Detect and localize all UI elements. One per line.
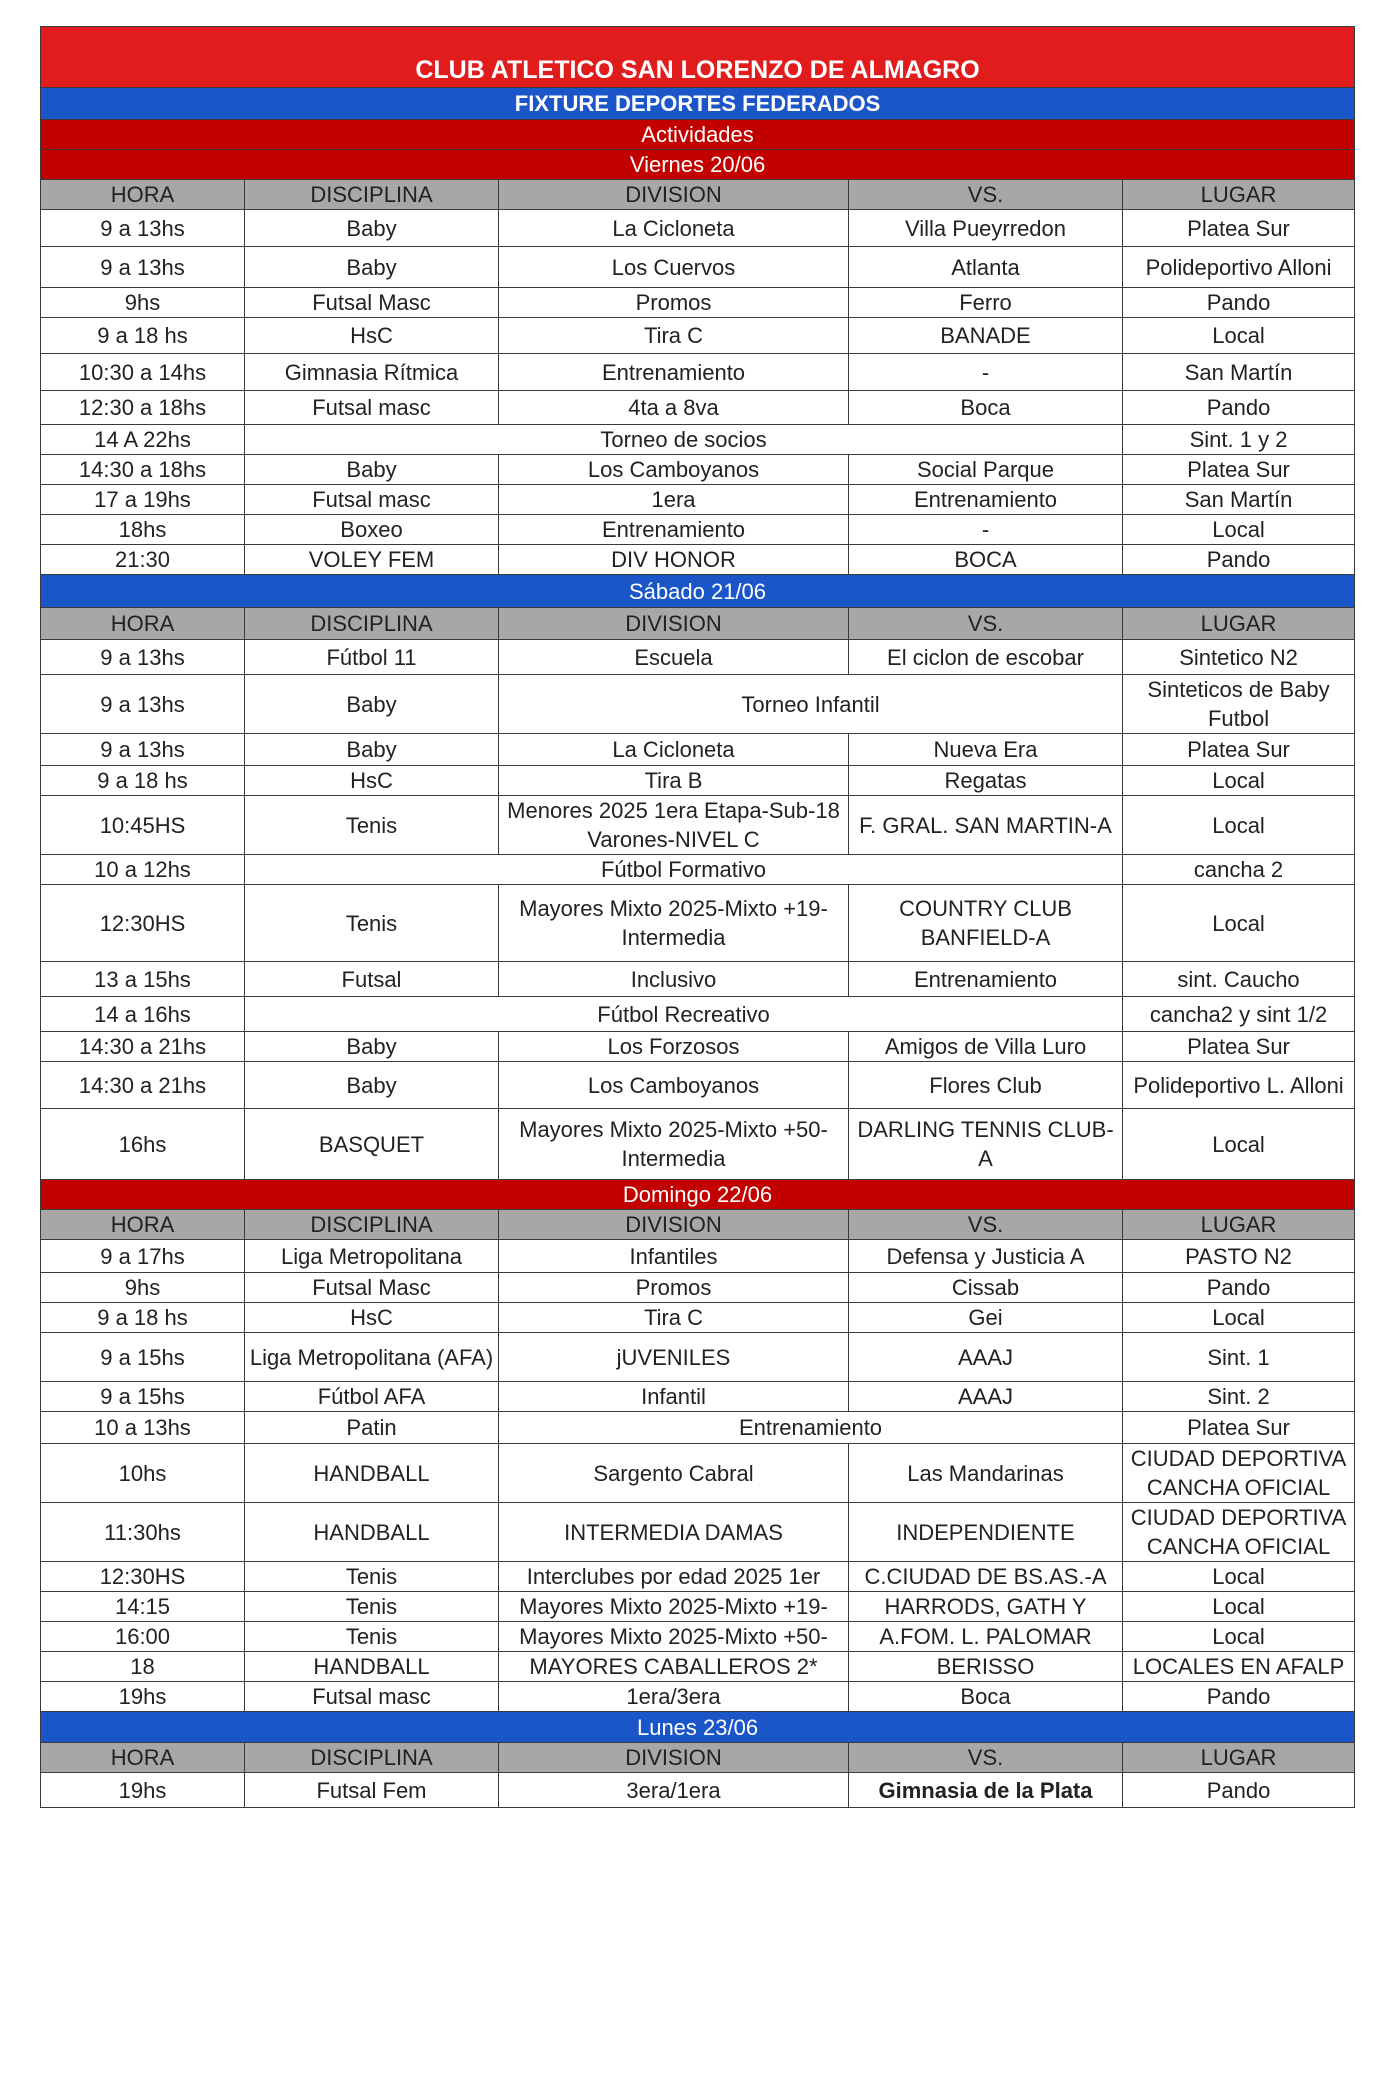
- column-header-division: DIVISION: [499, 608, 849, 640]
- cell-lugar: Platea Sur: [1123, 210, 1355, 247]
- column-header-division: DIVISION: [499, 180, 849, 210]
- cell-vs: Ferro: [849, 288, 1123, 318]
- day-row-domingo-22-06: [41, 1180, 1355, 1210]
- column-header-division: DIVISION: [499, 1743, 849, 1773]
- cell-vs: COUNTRY CLUB BANFIELD-A: [849, 885, 1123, 962]
- cell-lugar: Local: [1123, 885, 1355, 962]
- column-header-lugar: LUGAR: [1123, 1210, 1355, 1240]
- table-row: [41, 640, 1355, 675]
- column-header-disciplina: DISCIPLINA: [245, 1210, 499, 1240]
- club-title: CLUB ATLETICO SAN LORENZO DE ALMAGRO: [41, 27, 1355, 88]
- cell-lugar: San Martín: [1123, 354, 1355, 391]
- day-label: Sábado 21/06: [41, 575, 1355, 608]
- subtitle-row: [41, 88, 1355, 120]
- cell-vs: Boca: [849, 391, 1123, 425]
- column-header-hora: HORA: [41, 180, 245, 210]
- column-header-row: [41, 1743, 1355, 1773]
- cell-division: Menores 2025 1era Etapa-Sub-18 Varones-NIVEL C: [499, 796, 849, 855]
- cell-disciplina: Baby: [245, 247, 499, 288]
- cell-division: Mayores Mixto 2025-Mixto +19-Intermedia: [499, 885, 849, 962]
- cell-vs: BERISSO: [849, 1652, 1123, 1682]
- table-row: [41, 1333, 1355, 1382]
- cell-vs: Boca: [849, 1682, 1123, 1712]
- cell-lugar: Local: [1123, 1622, 1355, 1652]
- cell-hora: 10 a 12hs: [41, 855, 245, 885]
- cell-hora: 14:15: [41, 1592, 245, 1622]
- cell-disciplina: Tenis: [245, 885, 499, 962]
- column-header-hora: HORA: [41, 1210, 245, 1240]
- cell-disciplina: Futsal: [245, 962, 499, 997]
- cell-lugar: Platea Sur: [1123, 1032, 1355, 1062]
- column-header-lugar: LUGAR: [1123, 1743, 1355, 1773]
- cell-disciplina: Tenis: [245, 1562, 499, 1592]
- cell-disciplina: VOLEY FEM: [245, 545, 499, 575]
- cell-lugar: Sinteticos de Baby Futbol: [1123, 675, 1355, 734]
- cell-lugar: cancha2 y sint 1/2: [1123, 997, 1355, 1032]
- cell-disciplina: Baby: [245, 1032, 499, 1062]
- cell-lugar: Pando: [1123, 1682, 1355, 1712]
- cell-lugar: Local: [1123, 1109, 1355, 1180]
- cell-lugar: Pando: [1123, 545, 1355, 575]
- column-header-lugar: LUGAR: [1123, 608, 1355, 640]
- cell-division: 1era: [499, 485, 849, 515]
- cell-lugar: Pando: [1123, 1273, 1355, 1303]
- cell-disciplina: Baby: [245, 734, 499, 766]
- cell-hora: 12:30HS: [41, 885, 245, 962]
- cell-disciplina: HsC: [245, 1303, 499, 1333]
- column-header-disciplina: DISCIPLINA: [245, 608, 499, 640]
- column-header-row: [41, 180, 1355, 210]
- cell-hora: 14 a 16hs: [41, 997, 245, 1032]
- table-row: [41, 1382, 1355, 1412]
- cell-lugar: Local: [1123, 1562, 1355, 1592]
- cell-hora: 9hs: [41, 1273, 245, 1303]
- table-row: [41, 1303, 1355, 1333]
- table-row: [41, 885, 1355, 962]
- cell-division: Mayores Mixto 2025-Mixto +19-: [499, 1592, 849, 1622]
- cell-hora: 10 a 13hs: [41, 1412, 245, 1444]
- table-row: [41, 675, 1355, 734]
- cell-disciplina: Baby: [245, 210, 499, 247]
- table-row: [41, 734, 1355, 766]
- cell-division: Tira C: [499, 1303, 849, 1333]
- cell-vs: Entrenamiento: [849, 962, 1123, 997]
- cell-division: Sargento Cabral: [499, 1444, 849, 1503]
- table-row: [41, 354, 1355, 391]
- cell-division: 3era/1era: [499, 1773, 849, 1808]
- cell-lugar: Local: [1123, 318, 1355, 354]
- cell-disciplina: Futsal Masc: [245, 1273, 499, 1303]
- cell-lugar: Pando: [1123, 288, 1355, 318]
- cell-hora: 9 a 13hs: [41, 247, 245, 288]
- table-row: [41, 1652, 1355, 1682]
- cell-disciplina: Gimnasia Rítmica: [245, 354, 499, 391]
- cell-hora: 16:00: [41, 1622, 245, 1652]
- activities-row: [41, 120, 1355, 150]
- cell-division: Inclusivo: [499, 962, 849, 997]
- cell-disciplina: Futsal masc: [245, 391, 499, 425]
- cell-vs: Social Parque: [849, 455, 1123, 485]
- table-row: [41, 1592, 1355, 1622]
- cell-division: Interclubes por edad 2025 1er: [499, 1562, 849, 1592]
- cell-disciplina: Liga Metropolitana (AFA): [245, 1333, 499, 1382]
- table-row: [41, 391, 1355, 425]
- cell-division: Los Forzosos: [499, 1032, 849, 1062]
- cell-vs: AAAJ: [849, 1333, 1123, 1382]
- cell-division: 4ta a 8va: [499, 391, 849, 425]
- cell-division: Infantiles: [499, 1240, 849, 1273]
- cell-disciplina: Fútbol 11: [245, 640, 499, 675]
- cell-vs: C.CIUDAD DE BS.AS.-A: [849, 1562, 1123, 1592]
- table-row: [41, 855, 1355, 885]
- cell-vs: El ciclon de escobar: [849, 640, 1123, 675]
- cell-lugar: sint. Caucho: [1123, 962, 1355, 997]
- cell-vs: Entrenamiento: [849, 485, 1123, 515]
- column-header-row: [41, 608, 1355, 640]
- cell-division: Promos: [499, 1273, 849, 1303]
- cell-lugar: LOCALES EN AFALP: [1123, 1652, 1355, 1682]
- cell-lugar: Pando: [1123, 1773, 1355, 1808]
- cell-hora: 10hs: [41, 1444, 245, 1503]
- cell-vs: HARRODS, GATH Y: [849, 1592, 1123, 1622]
- table-row: [41, 796, 1355, 855]
- cell-hora: 18hs: [41, 515, 245, 545]
- cell-division-span: Torneo Infantil: [499, 675, 1123, 734]
- cell-hora: 9hs: [41, 288, 245, 318]
- cell-vs: Gei: [849, 1303, 1123, 1333]
- cell-lugar: Local: [1123, 1303, 1355, 1333]
- day-label: Viernes 20/06: [41, 150, 1355, 180]
- cell-lugar: Sint. 1 y 2: [1123, 425, 1355, 455]
- column-header-vs: VS.: [849, 608, 1123, 640]
- table-row: [41, 485, 1355, 515]
- cell-lugar: CIUDAD DEPORTIVA CANCHA OFICIAL: [1123, 1444, 1355, 1503]
- cell-disciplina: Baby: [245, 675, 499, 734]
- cell-activity-span: Torneo de socios: [245, 425, 1123, 455]
- cell-hora: 19hs: [41, 1773, 245, 1808]
- cell-disciplina: Fútbol AFA: [245, 1382, 499, 1412]
- table-row: [41, 997, 1355, 1032]
- cell-disciplina: Tenis: [245, 796, 499, 855]
- table-row: [41, 1062, 1355, 1109]
- table-row: [41, 545, 1355, 575]
- cell-disciplina: HANDBALL: [245, 1503, 499, 1562]
- cell-division: Los Cuervos: [499, 247, 849, 288]
- column-header-vs: VS.: [849, 1743, 1123, 1773]
- cell-hora: 12:30HS: [41, 1562, 245, 1592]
- table-row: [41, 1773, 1355, 1808]
- cell-disciplina: Tenis: [245, 1622, 499, 1652]
- cell-vs: Cissab: [849, 1273, 1123, 1303]
- cell-hora: 10:30 a 14hs: [41, 354, 245, 391]
- cell-vs: Villa Pueyrredon: [849, 210, 1123, 247]
- column-header-disciplina: DISCIPLINA: [245, 1743, 499, 1773]
- cell-vs: Nueva Era: [849, 734, 1123, 766]
- cell-division: Entrenamiento: [499, 515, 849, 545]
- cell-division: La Cicloneta: [499, 210, 849, 247]
- day-row-lunes-23-06: [41, 1712, 1355, 1743]
- cell-division: Mayores Mixto 2025-Mixto +50-: [499, 1622, 849, 1652]
- column-header-vs: VS.: [849, 180, 1123, 210]
- cell-disciplina: Patin: [245, 1412, 499, 1444]
- cell-disciplina: BASQUET: [245, 1109, 499, 1180]
- cell-division: DIV HONOR: [499, 545, 849, 575]
- cell-disciplina: Tenis: [245, 1592, 499, 1622]
- table-row: [41, 1444, 1355, 1503]
- table-row: [41, 1032, 1355, 1062]
- cell-hora: 19hs: [41, 1682, 245, 1712]
- table-row: [41, 1682, 1355, 1712]
- cell-disciplina: Boxeo: [245, 515, 499, 545]
- cell-vs: Defensa y Justicia A: [849, 1240, 1123, 1273]
- cell-division: Los Camboyanos: [499, 1062, 849, 1109]
- cell-disciplina: Futsal Masc: [245, 288, 499, 318]
- cell-division: Mayores Mixto 2025-Mixto +50-Intermedia: [499, 1109, 849, 1180]
- cell-hora: 9 a 17hs: [41, 1240, 245, 1273]
- cell-lugar: Platea Sur: [1123, 455, 1355, 485]
- cell-lugar: Sint. 1: [1123, 1333, 1355, 1382]
- fixture-subtitle: FIXTURE DEPORTES FEDERADOS: [41, 88, 1355, 120]
- cell-hora: 9 a 13hs: [41, 734, 245, 766]
- cell-lugar: Local: [1123, 515, 1355, 545]
- cell-lugar: Platea Sur: [1123, 1412, 1355, 1444]
- cell-disciplina: Futsal masc: [245, 485, 499, 515]
- column-header-row: [41, 1210, 1355, 1240]
- cell-lugar: Pando: [1123, 391, 1355, 425]
- table-row: [41, 1240, 1355, 1273]
- cell-vs: Atlanta: [849, 247, 1123, 288]
- cell-hora: 10:45HS: [41, 796, 245, 855]
- cell-hora: 12:30 a 18hs: [41, 391, 245, 425]
- cell-vs: Amigos de Villa Luro: [849, 1032, 1123, 1062]
- cell-lugar: Sint. 2: [1123, 1382, 1355, 1412]
- cell-hora: 14 A 22hs: [41, 425, 245, 455]
- cell-division: Entrenamiento: [499, 354, 849, 391]
- cell-hora: 14:30 a 21hs: [41, 1032, 245, 1062]
- table-row: [41, 1503, 1355, 1562]
- activities-label: Actividades: [41, 120, 1355, 150]
- cell-disciplina: HsC: [245, 766, 499, 796]
- cell-vs: INDEPENDIENTE: [849, 1503, 1123, 1562]
- table-row: [41, 1273, 1355, 1303]
- cell-division: La Cicloneta: [499, 734, 849, 766]
- cell-hora: 9 a 13hs: [41, 210, 245, 247]
- cell-division: Infantil: [499, 1382, 849, 1412]
- cell-division: Escuela: [499, 640, 849, 675]
- cell-division: jUVENILES: [499, 1333, 849, 1382]
- cell-hora: 17 a 19hs: [41, 485, 245, 515]
- cell-lugar: cancha 2: [1123, 855, 1355, 885]
- cell-disciplina: HsC: [245, 318, 499, 354]
- cell-vs: BOCA: [849, 545, 1123, 575]
- cell-lugar: CIUDAD DEPORTIVA CANCHA OFICIAL: [1123, 1503, 1355, 1562]
- cell-lugar: Polideportivo Alloni: [1123, 247, 1355, 288]
- table-row: [41, 318, 1355, 354]
- cell-disciplina: Futsal Fem: [245, 1773, 499, 1808]
- table-row: [41, 1412, 1355, 1444]
- cell-division: Los Camboyanos: [499, 455, 849, 485]
- table-row: [41, 1562, 1355, 1592]
- cell-hora: 9 a 18 hs: [41, 318, 245, 354]
- table-row: [41, 425, 1355, 455]
- cell-vs: Regatas: [849, 766, 1123, 796]
- fixture-table: [40, 26, 1355, 1808]
- cell-vs: -: [849, 354, 1123, 391]
- cell-lugar: Local: [1123, 766, 1355, 796]
- cell-lugar: Local: [1123, 1592, 1355, 1622]
- cell-division: INTERMEDIA DAMAS: [499, 1503, 849, 1562]
- table-row: [41, 1109, 1355, 1180]
- cell-hora: 14:30 a 18hs: [41, 455, 245, 485]
- table-row: [41, 210, 1355, 247]
- cell-vs: DARLING TENNIS CLUB-A: [849, 1109, 1123, 1180]
- cell-vs: Flores Club: [849, 1062, 1123, 1109]
- table-row: [41, 247, 1355, 288]
- table-row: [41, 766, 1355, 796]
- cell-vs: F. GRAL. SAN MARTIN-A: [849, 796, 1123, 855]
- cell-vs: BANADE: [849, 318, 1123, 354]
- cell-disciplina: HANDBALL: [245, 1444, 499, 1503]
- cell-vs: -: [849, 515, 1123, 545]
- cell-disciplina: HANDBALL: [245, 1652, 499, 1682]
- table-row: [41, 515, 1355, 545]
- column-header-vs: VS.: [849, 1210, 1123, 1240]
- cell-hora: 18: [41, 1652, 245, 1682]
- cell-hora: 16hs: [41, 1109, 245, 1180]
- cell-division: Promos: [499, 288, 849, 318]
- cell-lugar: PASTO N2: [1123, 1240, 1355, 1273]
- cell-activity-span: Fútbol Recreativo: [245, 997, 1123, 1032]
- column-header-lugar: LUGAR: [1123, 180, 1355, 210]
- cell-disciplina: Futsal masc: [245, 1682, 499, 1712]
- cell-division: 1era/3era: [499, 1682, 849, 1712]
- cell-activity-span: Fútbol Formativo: [245, 855, 1123, 885]
- cell-hora: 9 a 18 hs: [41, 766, 245, 796]
- cell-hora: 11:30hs: [41, 1503, 245, 1562]
- cell-hora: 14:30 a 21hs: [41, 1062, 245, 1109]
- column-header-disciplina: DISCIPLINA: [245, 180, 499, 210]
- cell-hora: 9 a 15hs: [41, 1382, 245, 1412]
- cell-vs: A.FOM. L. PALOMAR: [849, 1622, 1123, 1652]
- day-label: Lunes 23/06: [41, 1712, 1355, 1743]
- table-row: [41, 288, 1355, 318]
- table-row: [41, 455, 1355, 485]
- cell-disciplina: Baby: [245, 1062, 499, 1109]
- cell-disciplina: Liga Metropolitana: [245, 1240, 499, 1273]
- cell-hora: 9 a 13hs: [41, 675, 245, 734]
- cell-hora: 21:30: [41, 545, 245, 575]
- cell-vs: Las Mandarinas: [849, 1444, 1123, 1503]
- cell-division: Tira B: [499, 766, 849, 796]
- cell-vs: AAAJ: [849, 1382, 1123, 1412]
- day-label: Domingo 22/06: [41, 1180, 1355, 1210]
- cell-vs: Gimnasia de la Plata: [849, 1773, 1123, 1808]
- cell-disciplina: Baby: [245, 455, 499, 485]
- cell-division: MAYORES CABALLEROS 2*: [499, 1652, 849, 1682]
- table-row: [41, 962, 1355, 997]
- cell-lugar: Polideportivo L. Alloni: [1123, 1062, 1355, 1109]
- cell-hora: 9 a 15hs: [41, 1333, 245, 1382]
- cell-lugar: Platea Sur: [1123, 734, 1355, 766]
- title-row: [41, 27, 1355, 88]
- day-row-s-bado-21-06: [41, 575, 1355, 608]
- day-row-viernes-20-06: [41, 150, 1355, 180]
- cell-lugar: Sintetico N2: [1123, 640, 1355, 675]
- table-row: [41, 1622, 1355, 1652]
- column-header-hora: HORA: [41, 608, 245, 640]
- cell-lugar: Local: [1123, 796, 1355, 855]
- cell-lugar: San Martín: [1123, 485, 1355, 515]
- cell-hora: 9 a 18 hs: [41, 1303, 245, 1333]
- cell-division: Tira C: [499, 318, 849, 354]
- cell-hora: 13 a 15hs: [41, 962, 245, 997]
- cell-division-span: Entrenamiento: [499, 1412, 1123, 1444]
- column-header-hora: HORA: [41, 1743, 245, 1773]
- cell-hora: 9 a 13hs: [41, 640, 245, 675]
- column-header-division: DIVISION: [499, 1210, 849, 1240]
